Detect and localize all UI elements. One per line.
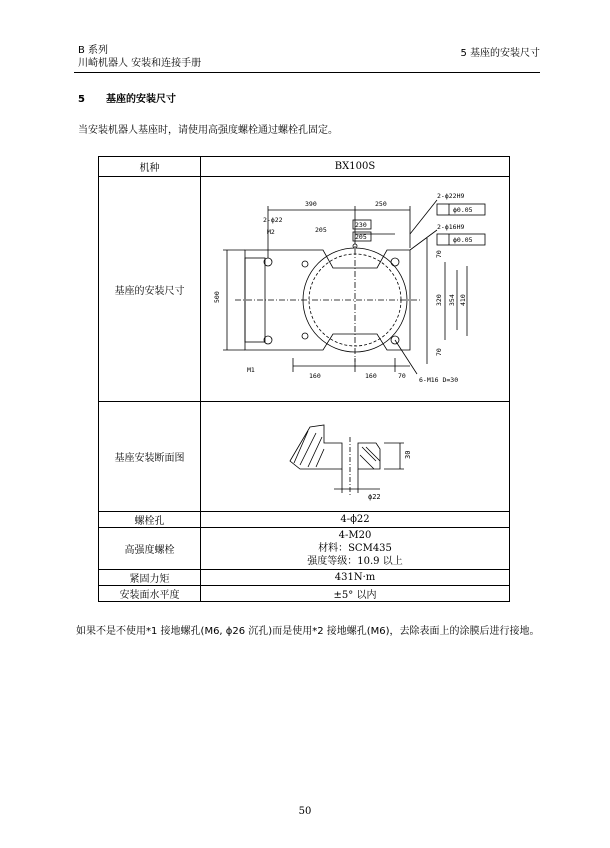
table-row	[99, 528, 510, 570]
header-series: B 系列	[78, 45, 109, 56]
dim-410: 410	[459, 294, 467, 306]
dim-230: 230	[355, 221, 367, 229]
m1-label: M1	[247, 366, 255, 374]
table-row	[99, 570, 510, 586]
tol-22h9: 2-ϕ22H9	[437, 192, 465, 200]
model-label: 机种	[99, 157, 201, 177]
m2-label: M2	[267, 228, 275, 236]
bolt-size: 4-M20	[338, 530, 372, 541]
spec-table	[98, 156, 510, 602]
dim-205a: 205	[315, 226, 327, 234]
mount-hole	[391, 258, 399, 266]
torque-value: 431N·m	[201, 570, 510, 586]
dim-390: 390	[305, 200, 317, 208]
table-row	[99, 177, 510, 402]
dim-320: 320	[435, 294, 443, 306]
dim-160b: 160	[365, 372, 377, 380]
section-view-drawing	[280, 409, 430, 505]
tol-val-2: ϕ0.05	[453, 236, 473, 244]
section-heading	[78, 90, 176, 105]
model-value: BX100S	[201, 157, 510, 177]
header-rule	[74, 72, 540, 73]
section-left-part	[290, 425, 342, 469]
section-view-label: 基座安装断面图	[99, 402, 201, 512]
flatness-value: ±5° 以内	[201, 586, 510, 602]
base-mounting-drawing	[205, 178, 505, 400]
dim-70a: 70	[435, 250, 443, 258]
dim-354: 354	[448, 294, 456, 306]
intro-paragraph: 当安装机器人基座时，请使用高强度螺栓通过螺栓孔固定。	[78, 125, 338, 136]
tol-val-1: ϕ0.05	[453, 206, 473, 214]
holes-m16-label: 6-M16 D=30	[419, 376, 459, 384]
dim-205b: 205	[355, 233, 367, 241]
table-row	[99, 586, 510, 602]
table-row	[99, 512, 510, 528]
hatching	[294, 431, 380, 469]
section-dim-30: 30	[404, 450, 412, 459]
torque-label: 紧固力矩	[99, 570, 201, 586]
section-view-cell	[201, 402, 510, 512]
header-manual-title: 川崎机器人 安装和连接手册	[78, 58, 202, 69]
tapped-hole	[302, 333, 308, 339]
section-title: 基座的安装尺寸	[106, 94, 176, 105]
dim-70b: 70	[435, 348, 443, 356]
bolt-grade: 强度等级：10.9 以上	[307, 556, 403, 567]
hole-22-label: 2-ϕ22	[263, 216, 283, 224]
mount-dim-label: 基座的安装尺寸	[99, 177, 201, 402]
bolt-hole-value: 4-ϕ22	[201, 512, 510, 528]
tapped-hole	[302, 261, 308, 267]
bolt-label: 高强度螺栓	[99, 528, 201, 570]
header-section-ref: 5 基座的安装尺寸	[460, 48, 540, 59]
dim-500: 500	[213, 291, 221, 303]
bolt-spec-cell	[201, 528, 510, 570]
page-number: 50	[298, 806, 312, 817]
section-number: 5	[78, 94, 85, 105]
footnote: 如果不是不使用*1 接地螺孔(M6, ϕ26 沉孔)而是使用*2 接地螺孔(M6)，去除表面上的涂膜后进行接地。	[76, 626, 540, 637]
table-row	[99, 157, 510, 177]
dim-250: 250	[375, 200, 387, 208]
running-header-left	[78, 44, 201, 70]
bolt-hole-label: 螺栓孔	[99, 512, 201, 528]
bolt-material: 材料：SCM435	[318, 543, 392, 554]
dim-70c: 70	[398, 372, 406, 380]
flatness-label: 安装面水平度	[99, 586, 201, 602]
dim-160a: 160	[309, 372, 321, 380]
mount-dim-drawing-cell	[201, 177, 510, 402]
tol-16h9: 2-ϕ16H9	[437, 223, 465, 231]
table-row	[99, 402, 510, 512]
section-dim-22: ϕ22	[368, 492, 381, 501]
